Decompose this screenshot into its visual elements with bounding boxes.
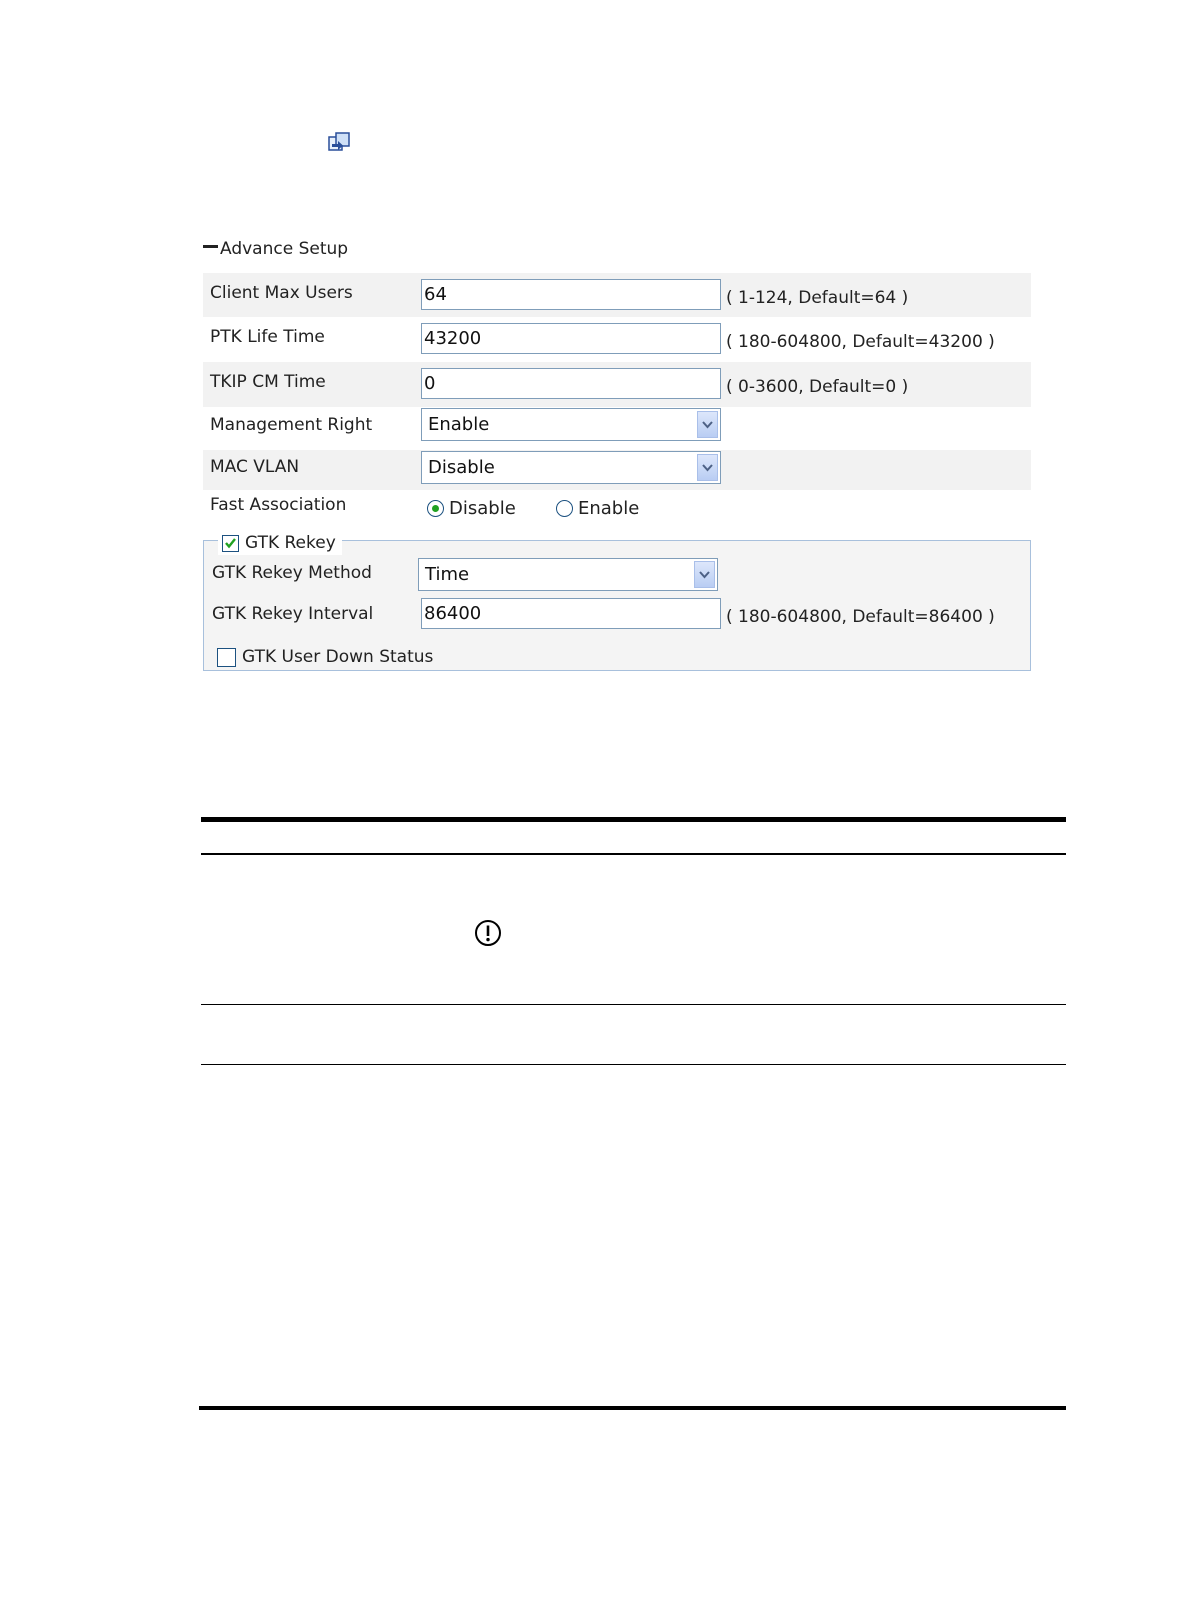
mac-vlan-select[interactable]: [421, 451, 721, 484]
gtk-rekey-method-value: Time: [425, 564, 470, 585]
ptk-life-time-row: [203, 317, 1031, 362]
fieldset-border: [203, 540, 211, 541]
client-max-users-hint: ( 1-124, Default=64 ): [726, 288, 909, 308]
ptk-life-time-input[interactable]: [421, 323, 721, 354]
collapse-icon: [203, 245, 218, 248]
gtk-rekey-interval-label: GTK Rekey Interval: [212, 604, 374, 624]
gtk-rekey-label: GTK Rekey: [245, 533, 336, 553]
radio-unselected-icon: [556, 500, 573, 517]
gtk-rekey-method-row: [205, 557, 1025, 595]
fast-association-disable-label: Disable: [449, 498, 516, 519]
ptk-life-time-hint: ( 180-604800, Default=43200 ): [726, 332, 995, 352]
mac-vlan-value: Disable: [428, 457, 495, 478]
management-right-select[interactable]: [421, 408, 721, 441]
fast-association-row: [203, 490, 1031, 530]
mac-vlan-label: MAC VLAN: [210, 457, 300, 477]
fast-association-enable-radio[interactable]: [556, 498, 639, 519]
copy-icon[interactable]: [327, 131, 351, 155]
gtk-rekey-checkbox[interactable]: [222, 535, 239, 552]
table-row-rule: [201, 1004, 1066, 1005]
gtk-rekey-interval-input[interactable]: [421, 598, 721, 629]
gtk-rekey-interval-row: [205, 597, 1025, 637]
ptk-life-time-label: PTK Life Time: [210, 327, 325, 347]
tkip-cm-time-label: TKIP CM Time: [210, 372, 326, 392]
client-max-users-row: [203, 273, 1031, 317]
tkip-cm-time-input[interactable]: [421, 368, 721, 399]
gtk-user-down-status-toggle[interactable]: [217, 645, 433, 669]
chevron-down-icon[interactable]: [694, 561, 715, 588]
table-bottom-rule: [199, 1406, 1066, 1410]
fast-association-label: Fast Association: [210, 495, 347, 515]
client-max-users-label: Client Max Users: [210, 283, 353, 303]
table-row-rule: [201, 1064, 1066, 1065]
gtk-rekey-method-label: GTK Rekey Method: [212, 563, 372, 583]
table-top-rule: [201, 817, 1066, 822]
client-max-users-input[interactable]: [421, 279, 721, 310]
gtk-rekey-interval-hint: ( 180-604800, Default=86400 ): [726, 607, 995, 627]
table-header-rule: [201, 853, 1066, 855]
advance-setup-toggle[interactable]: [203, 238, 348, 260]
gtk-rekey-method-select[interactable]: [418, 558, 718, 591]
advance-setup-title: Advance Setup: [220, 239, 349, 259]
gtk-user-down-status-checkbox[interactable]: [217, 648, 236, 667]
caution-icon: [474, 919, 502, 947]
management-right-row: [203, 407, 1031, 450]
management-right-label: Management Right: [210, 415, 373, 435]
chevron-down-icon[interactable]: [697, 454, 718, 481]
gtk-user-down-status-label: GTK User Down Status: [242, 647, 434, 667]
fast-association-enable-label: Enable: [578, 498, 640, 519]
gtk-rekey-toggle[interactable]: [218, 531, 342, 555]
fast-association-disable-radio[interactable]: [427, 498, 516, 519]
radio-selected-icon: [427, 500, 444, 517]
tkip-cm-time-row: [203, 362, 1031, 407]
tkip-cm-time-hint: ( 0-3600, Default=0 ): [726, 377, 909, 397]
mac-vlan-row: [203, 450, 1031, 490]
chevron-down-icon[interactable]: [697, 411, 718, 438]
management-right-value: Enable: [428, 414, 490, 435]
